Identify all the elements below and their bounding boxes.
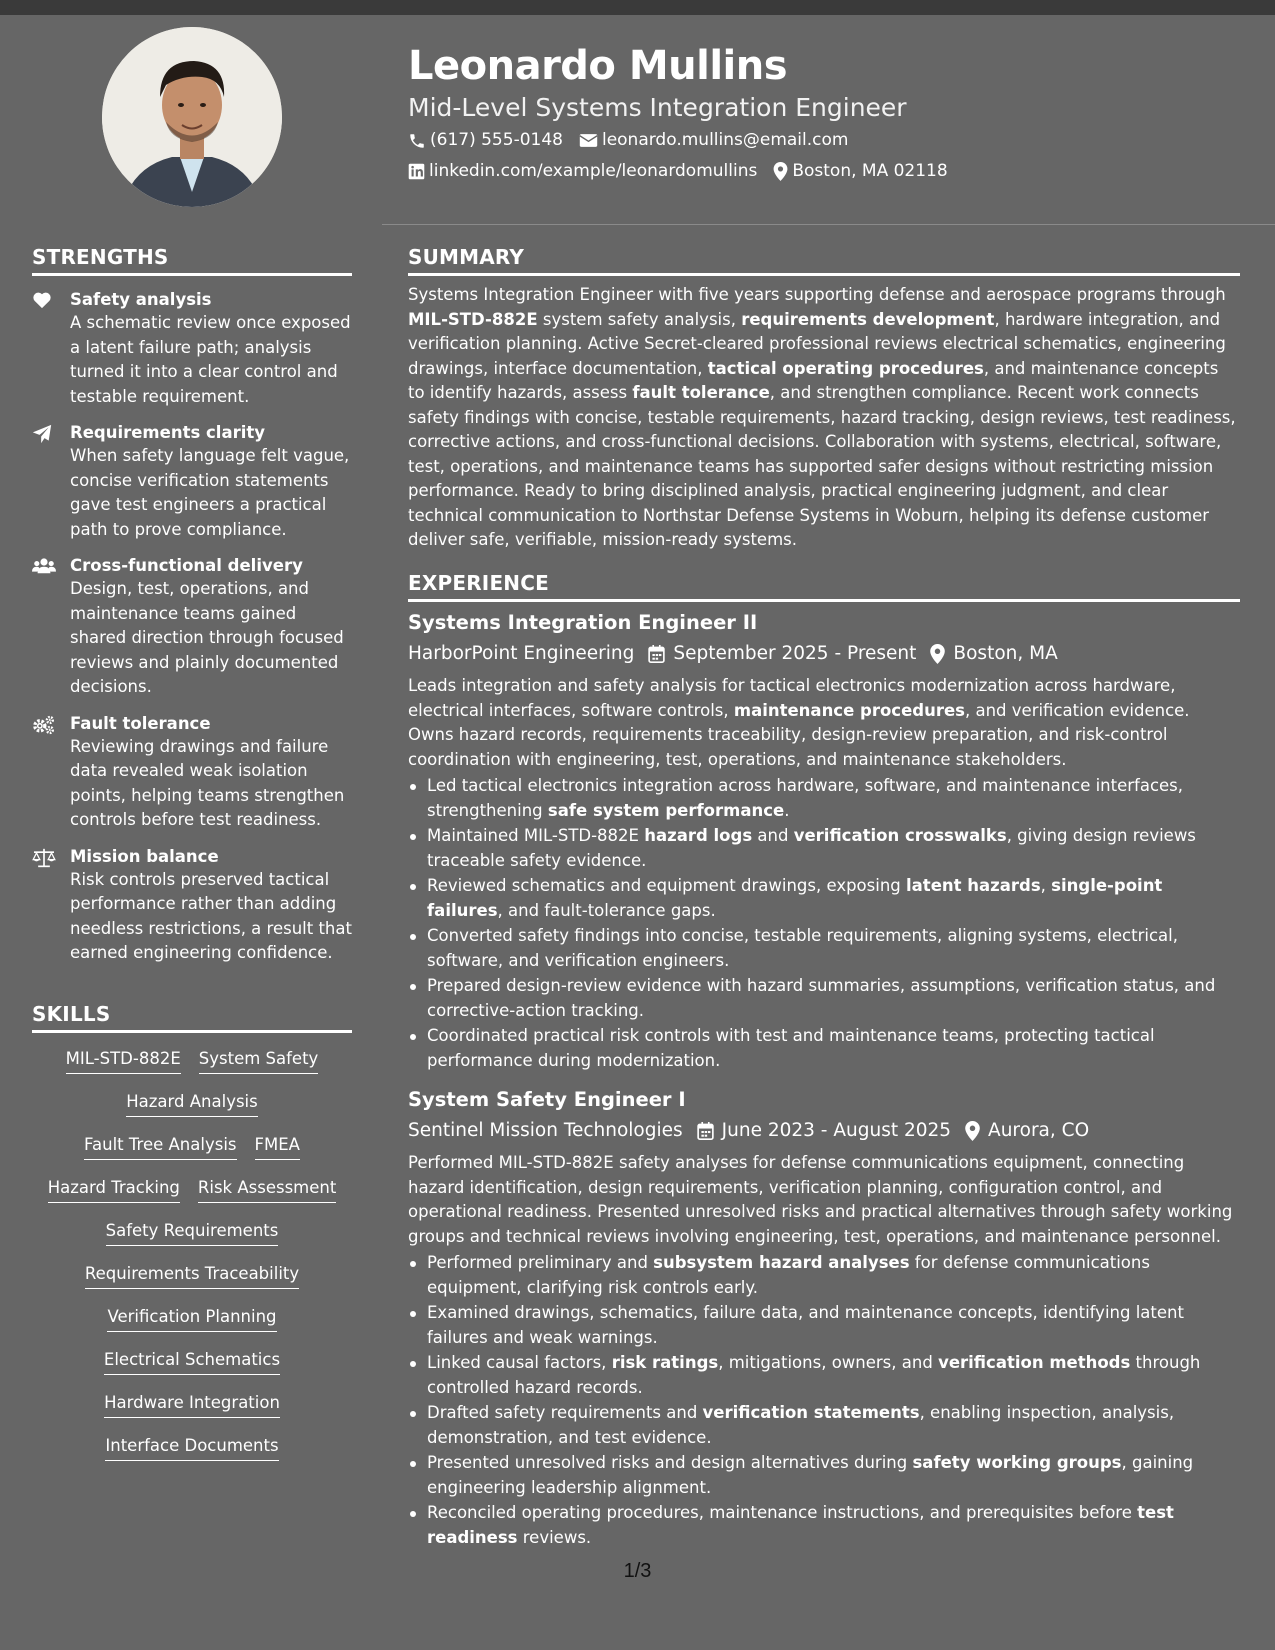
gears-icon	[32, 715, 56, 735]
paper-plane-icon	[32, 424, 56, 444]
strength-item	[32, 555, 352, 700]
phone-text: (617) 555-0148	[430, 130, 563, 150]
map-pin-icon	[773, 162, 788, 181]
text-run: Led tactical electronics integration across hardware, software, and maintenance interfaces, strengthening	[427, 776, 1184, 820]
strength-description: Risk controls preserved tactical performance rather than adding needless restrictions, a result that earned engineering confidence.	[70, 869, 352, 962]
text-run: , giving design reviews traceable safety evidence.	[427, 826, 1196, 870]
skills-row	[32, 1391, 352, 1418]
strength-title: Requirements clarity	[70, 423, 266, 442]
job-bullets	[408, 1251, 1240, 1550]
bold-text: safety working groups	[912, 1453, 1122, 1472]
skills-row	[32, 1176, 352, 1203]
bullet-item	[408, 1451, 1240, 1500]
strength-title: Safety analysis	[70, 290, 212, 309]
bold-text: test readiness	[427, 1503, 1174, 1547]
summary-text	[408, 283, 1240, 553]
bold-text: subsystem hazard analyses	[653, 1253, 910, 1272]
skills-row	[32, 1305, 352, 1332]
text-run: Performed MIL-STD-882E safety analyses for defense communications equipment, connecting hazard identification, design requirements, verification planning, configuration control, and operational readiness. Presented unresolved risks and practical alternatives through safety working groups and technical reviews involving engineering, test, operations, and maintenance personnel.	[408, 1153, 1233, 1246]
text-run: , enabling inspection, analysis, demonstration, and test evidence.	[427, 1403, 1175, 1447]
bullet-item	[408, 1024, 1240, 1073]
resume-header	[408, 41, 1238, 187]
skill-tag: Interface Documents	[105, 1434, 278, 1461]
text-run: Prepared design-review evidence with hazard summaries, assumptions, verification status, and corrective-action tracking.	[427, 976, 1216, 1020]
phone-icon	[408, 132, 426, 150]
job-location	[965, 1115, 1089, 1147]
skills-section	[32, 1002, 352, 1477]
text-run: Maintained MIL-STD-882E	[427, 826, 645, 845]
summary-section	[408, 245, 1240, 553]
bullet-item	[408, 1301, 1240, 1350]
bold-text: single-point failures	[427, 876, 1163, 920]
bullet-item	[408, 824, 1240, 873]
strength-title: Fault tolerance	[70, 713, 211, 733]
skills-heading: SKILLS	[32, 1002, 352, 1033]
candidate-title: Mid-Level Systems Integration Engineer	[408, 93, 907, 122]
experience-section	[408, 571, 1240, 1551]
bullet-item	[408, 924, 1240, 973]
bold-text: fault tolerance	[632, 383, 770, 402]
linkedin-text[interactable]: linkedin.com/example/leonardomullins	[429, 161, 758, 181]
text-run: , hardware integration, and verification planning. Active Secret-cleared professional reviews electrical schematics, engineering drawings, interface documentation,	[408, 309, 1226, 378]
bullet-item	[408, 1401, 1240, 1450]
skill-tag: Verification Planning	[107, 1305, 276, 1332]
skills-list	[32, 1047, 352, 1461]
bold-text: maintenance procedures	[733, 700, 965, 720]
text-run: , and verification evidence. Owns hazard records, requirements traceability, design-review preparation, and risk-control coordination with engineering, test, operations, and maintenance stakeholders.	[408, 700, 1190, 769]
page-number: 1/3	[623, 1560, 652, 1582]
text-run: Presented unresolved risks and design alternatives during	[427, 1453, 913, 1472]
text-run: .	[784, 800, 790, 820]
skill-tag: Electrical Schematics	[104, 1348, 280, 1375]
bold-text: latent hazards	[906, 876, 1041, 895]
bold-text: verification crosswalks	[793, 826, 1007, 845]
text-run: Drafted safety requirements and	[427, 1403, 703, 1422]
job-bullets	[408, 774, 1240, 1073]
email-item[interactable]	[579, 125, 849, 156]
skills-row	[32, 1262, 352, 1289]
users-icon	[32, 557, 56, 577]
jobs-list	[408, 608, 1240, 1550]
text-run: , and strengthen compliance. Recent work connects safety findings with concise, testable requirements, hazard tracking, design reviews, test readiness, corrective actions, and cross-functional decisions. Collaboration with systems, electrical, software, test, operations, and maintenance teams has supported safer designs without restricting mission performance. Ready to bring disciplined analysis, practical engineering judgment, and clear technical communication to Northstar Defense Systems in Woburn, helping its defense customer deliver safe, verifiable, mission-ready systems.	[408, 383, 1236, 549]
text-run: system safety analysis,	[537, 309, 742, 329]
strengths-heading: STRENGTHS	[32, 245, 352, 276]
linkedin-icon	[408, 163, 425, 180]
strength-item	[32, 713, 352, 833]
skills-row	[32, 1434, 352, 1461]
scale-icon	[32, 848, 56, 868]
summary-heading: SUMMARY	[408, 245, 1240, 276]
bold-text: MIL-STD-882E	[408, 309, 538, 329]
text-run: reviews.	[517, 1527, 592, 1547]
skill-tag: MIL-STD-882E	[66, 1047, 181, 1074]
text-run: Coordinated practical risk controls with test and maintenance teams, protecting tactical performance during modernization.	[427, 1026, 1155, 1070]
job-entry	[408, 608, 1240, 1073]
bullet-item	[408, 1351, 1240, 1400]
bold-text: tactical operating procedures	[707, 358, 984, 378]
bullet-item	[408, 874, 1240, 923]
job-location-text: Boston, MA	[953, 643, 1058, 664]
bold-text: requirements development	[741, 309, 995, 329]
job-entry	[408, 1085, 1240, 1550]
strength-description: A schematic review once exposed a latent failure path; analysis turned it into a clear control and testable requirement.	[70, 313, 351, 406]
bullet-item	[408, 974, 1240, 1023]
skill-tag: Risk Assessment	[198, 1176, 336, 1203]
experience-heading: EXPERIENCE	[408, 571, 1240, 602]
skills-row	[32, 1047, 352, 1074]
location-item	[773, 156, 947, 187]
calendar-icon	[697, 1122, 714, 1140]
skill-tag: Requirements Traceability	[85, 1262, 299, 1289]
contact-row-2	[408, 156, 1238, 187]
text-run: , and maintenance concepts to identify hazards, assess	[408, 358, 1219, 402]
bold-text: hazard logs	[644, 826, 753, 845]
skill-tag: FMEA	[255, 1133, 300, 1160]
text-run: Reviewed schematics and equipment drawings, exposing	[427, 876, 907, 895]
skill-tag: Fault Tree Analysis	[84, 1133, 236, 1160]
job-title: Systems Integration Engineer II	[408, 611, 758, 634]
avatar	[102, 27, 282, 207]
strength-title: Cross-functional delivery	[70, 556, 303, 575]
skills-row	[32, 1348, 352, 1375]
bullet-item	[408, 1251, 1240, 1300]
skills-row	[32, 1133, 352, 1160]
bold-text: risk ratings	[611, 1353, 719, 1372]
phone-item	[408, 125, 563, 156]
map-pin-icon	[965, 1121, 980, 1141]
text-run: ,	[1040, 876, 1052, 895]
job-dates-text: June 2023 - August 2025	[721, 1120, 952, 1141]
email-text[interactable]: leonardo.mullins@email.com	[601, 130, 849, 150]
text-run: and	[752, 826, 794, 845]
location-text: Boston, MA 02118	[792, 161, 948, 181]
strength-item	[32, 289, 352, 409]
text-run: Examined drawings, schematics, failure data, and maintenance concepts, identifying latent failures and weak warnings.	[427, 1303, 1184, 1347]
text-run: , mitigations, owners, and	[718, 1353, 939, 1372]
strength-item	[32, 422, 352, 542]
job-description	[408, 1151, 1240, 1249]
text-run: Linked causal factors,	[427, 1353, 612, 1372]
text-run: for defense communications equipment, clarifying risk controls early.	[427, 1253, 1150, 1297]
map-pin-icon	[930, 644, 945, 664]
bullet-item	[408, 1501, 1240, 1550]
bold-text: verification methods	[938, 1353, 1131, 1372]
text-run: Reconciled operating procedures, maintenance instructions, and prerequisites before	[427, 1503, 1138, 1522]
top-bar	[0, 0, 1275, 15]
strengths-section	[32, 245, 352, 966]
job-dates	[697, 1115, 951, 1147]
job-location	[930, 638, 1057, 670]
company-name: Sentinel Mission Technologies	[408, 1120, 683, 1141]
job-dates-text: September 2025 - Present	[673, 643, 917, 664]
job-meta	[408, 1115, 1240, 1147]
envelope-icon	[579, 133, 598, 148]
skill-tag: Safety Requirements	[106, 1219, 279, 1246]
bold-text: safe system performance	[547, 800, 785, 820]
text-run: , and fault-tolerance gaps.	[497, 900, 716, 920]
header-divider	[382, 224, 1275, 225]
strength-description: When safety language felt vague, concise verification statements gave test engineers a practical path to prove compliance.	[70, 446, 350, 539]
strength-title: Mission balance	[70, 846, 219, 866]
resume-page	[0, 15, 1275, 1650]
job-description	[408, 674, 1240, 772]
text-run: Leads integration and safety analysis for tactical electronics modernization across hardware, electrical interfaces, software controls,	[408, 676, 1176, 720]
job-meta	[408, 638, 1240, 670]
heart-icon	[32, 291, 56, 311]
strength-description: Design, test, operations, and maintenance teams gained shared direction through focused reviews and plainly documented decisions.	[70, 579, 344, 696]
job-title: System Safety Engineer I	[408, 1088, 686, 1111]
text-run: Performed preliminary and	[427, 1253, 654, 1272]
job-dates	[648, 638, 916, 670]
text-run: through controlled hazard records.	[427, 1353, 1201, 1397]
strength-description: Reviewing drawings and failure data revealed weak isolation points, helping teams strengthen controls before test readiness.	[70, 736, 345, 829]
skill-tag: System Safety	[199, 1047, 319, 1074]
bullet-item	[408, 774, 1240, 823]
text-run: Systems Integration Engineer with five years supporting defense and aerospace programs through	[408, 285, 1226, 304]
text-run: , gaining engineering leadership alignment.	[427, 1453, 1194, 1497]
skills-row	[32, 1090, 352, 1117]
bold-text: verification statements	[702, 1403, 920, 1422]
strength-item	[32, 846, 352, 966]
skill-tag: Hazard Tracking	[48, 1176, 180, 1203]
contact-row-1	[408, 125, 1238, 156]
skills-row	[32, 1219, 352, 1246]
linkedin-item[interactable]	[408, 156, 757, 187]
company-name: HarborPoint Engineering	[408, 643, 635, 664]
calendar-icon	[648, 645, 665, 663]
text-run: Converted safety findings into concise, testable requirements, aligning systems, electrical, software, and verification engineers.	[427, 926, 1178, 970]
strengths-list	[32, 289, 352, 966]
job-location-text: Aurora, CO	[988, 1120, 1090, 1141]
candidate-name: Leonardo Mullins	[408, 43, 788, 89]
skill-tag: Hardware Integration	[104, 1391, 280, 1418]
skill-tag: Hazard Analysis	[126, 1090, 257, 1117]
